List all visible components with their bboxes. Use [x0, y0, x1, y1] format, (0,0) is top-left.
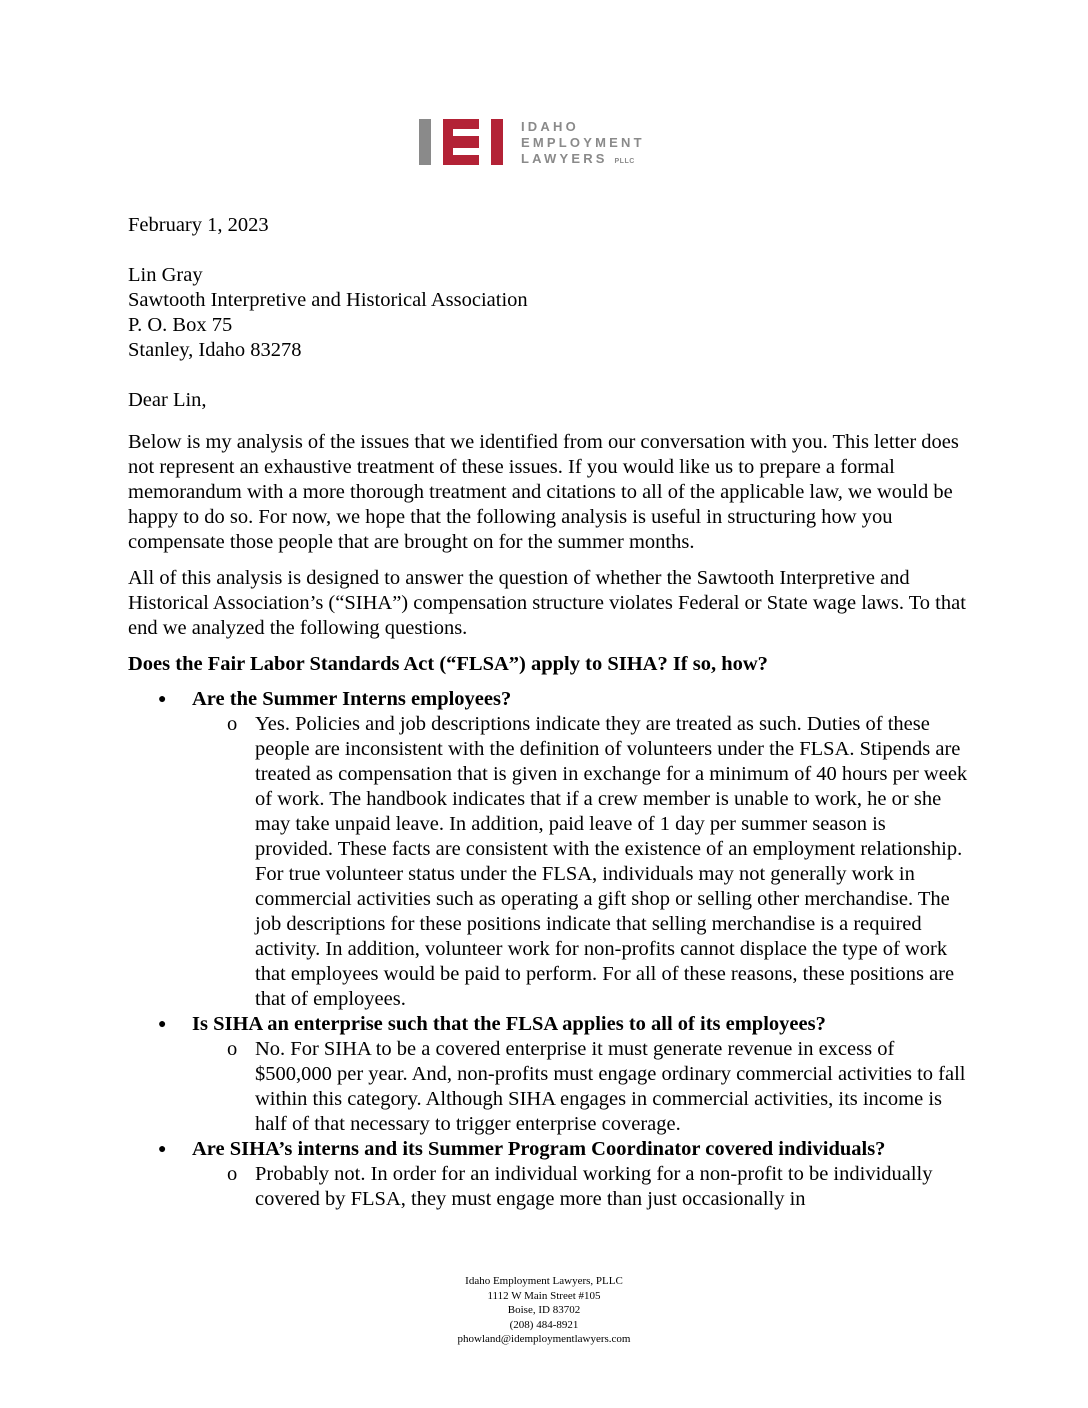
logo-line-2: EMPLOYMENT — [521, 135, 645, 150]
circle-bullet-icon: o — [227, 1038, 238, 1060]
logo-line-1: IDAHO — [521, 119, 579, 134]
recipient-address — [128, 263, 968, 363]
recipient-organization: Sawtooth Interpretive and Historical Association — [128, 289, 528, 311]
footer-street: 1112 W Main Street #105 — [487, 1289, 601, 1302]
list-item — [192, 1037, 968, 1137]
recipient-name: Lin Gray — [128, 264, 203, 286]
answer-text: Yes. Policies and job descriptions indicate they are treated as such. Duties of these people are inconsistent with the definition of volunteers under the FLSA. Stipends are treated as compensation that is given in exchange for a minimum of 40 hours per week of work. The handbook indicates that if a crew member is unable to work, he or she may take unpaid leave. In addition, paid leave of 1 day per summer season is provided. These facts are consistent with the existence of an employment relationship. For true volunteer status under the FLSA, individuals may not generally work in commercial activities such as operating a gift shop or selling other merchandise. The job descriptions for these positions indicate that selling merchandise is a required activity. In addition, volunteer work for non-profits cannot displace the type of work that employees would be paid to perform. For all of these reasons, these positions are that of employees. — [255, 713, 968, 1010]
answer-list — [192, 1037, 968, 1137]
firm-logo — [418, 117, 678, 167]
recipient-po-box: P. O. Box 75 — [128, 314, 233, 336]
question-text: Are the Summer Interns employees? — [192, 688, 512, 710]
question-list — [128, 687, 968, 1212]
answer-list — [192, 1162, 968, 1212]
logo-wordmark — [521, 119, 645, 170]
paragraph-intro: Below is my analysis of the issues that we identified from our conversation with you. This letter does not represent an exhaustive treatment of these issues. If you would like us to prepare a formal memorandum with a more thorough treatment and citations to all of the applicable law, we would be happy to do so. For now, we hope that the following analysis is useful in structuring how you compensate those people that are brought on for the summer months. — [128, 431, 959, 553]
logo-suffix: PLLC — [614, 158, 635, 165]
paragraph-purpose: All of this analysis is designed to answer the question of whether the Sawtooth Interpretive and Historical Association’s (“SIHA”) compensation structure violates Federal or State wage laws. To that end we analyzed the following questions. — [128, 567, 966, 639]
question-text: Are SIHA’s interns and its Summer Program Coordinator covered individuals? — [192, 1138, 886, 1160]
list-item — [128, 687, 968, 1012]
list-item — [192, 712, 968, 1012]
answer-text: No. For SIHA to be a covered enterprise it must generate revenue in excess of $500,000 per year. And, non-profits must engage ordinary commercial activities to fall within this category. Although SIHA engages in commercial activities, its income is half of that necessary to trigger enterprise coverage. — [255, 1038, 966, 1135]
list-item — [128, 1012, 968, 1137]
list-item — [128, 1137, 968, 1212]
footer-firm-name: Idaho Employment Lawyers, PLLC — [465, 1275, 623, 1287]
footer-email: phowland@idemploymentlawyers.com — [457, 1333, 631, 1345]
salutation: Dear Lin, — [128, 389, 207, 411]
list-item — [192, 1162, 968, 1212]
letter-date: February 1, 2023 — [128, 214, 269, 236]
section-heading: Does the Fair Labor Standards Act (“FLSA”) apply to SIHA? If so, how? — [128, 653, 768, 675]
bullet-icon: ● — [158, 692, 167, 707]
letterhead-footer — [0, 1274, 1088, 1347]
circle-bullet-icon: o — [227, 713, 238, 735]
question-text: Is SIHA an enterprise such that the FLSA applies to all of its employees? — [192, 1013, 826, 1035]
logo-line-3: LAWYERS PLLC — [521, 151, 635, 166]
bullet-icon: ● — [158, 1017, 167, 1032]
answer-list — [192, 712, 968, 1012]
circle-bullet-icon: o — [227, 1163, 238, 1185]
answer-text: Probably not. In order for an individual working for a non-profit to be individually covered by FLSA, they must engage more than just occasionally in — [255, 1163, 933, 1210]
footer-city: Boise, ID 83702 — [507, 1304, 581, 1316]
letter-body — [128, 213, 968, 1212]
footer-phone: (208) 484-8921 — [509, 1318, 579, 1331]
logo-mark-icon — [418, 117, 513, 167]
bullet-icon: ● — [158, 1142, 167, 1157]
recipient-city-state-zip: Stanley, Idaho 83278 — [128, 339, 302, 361]
